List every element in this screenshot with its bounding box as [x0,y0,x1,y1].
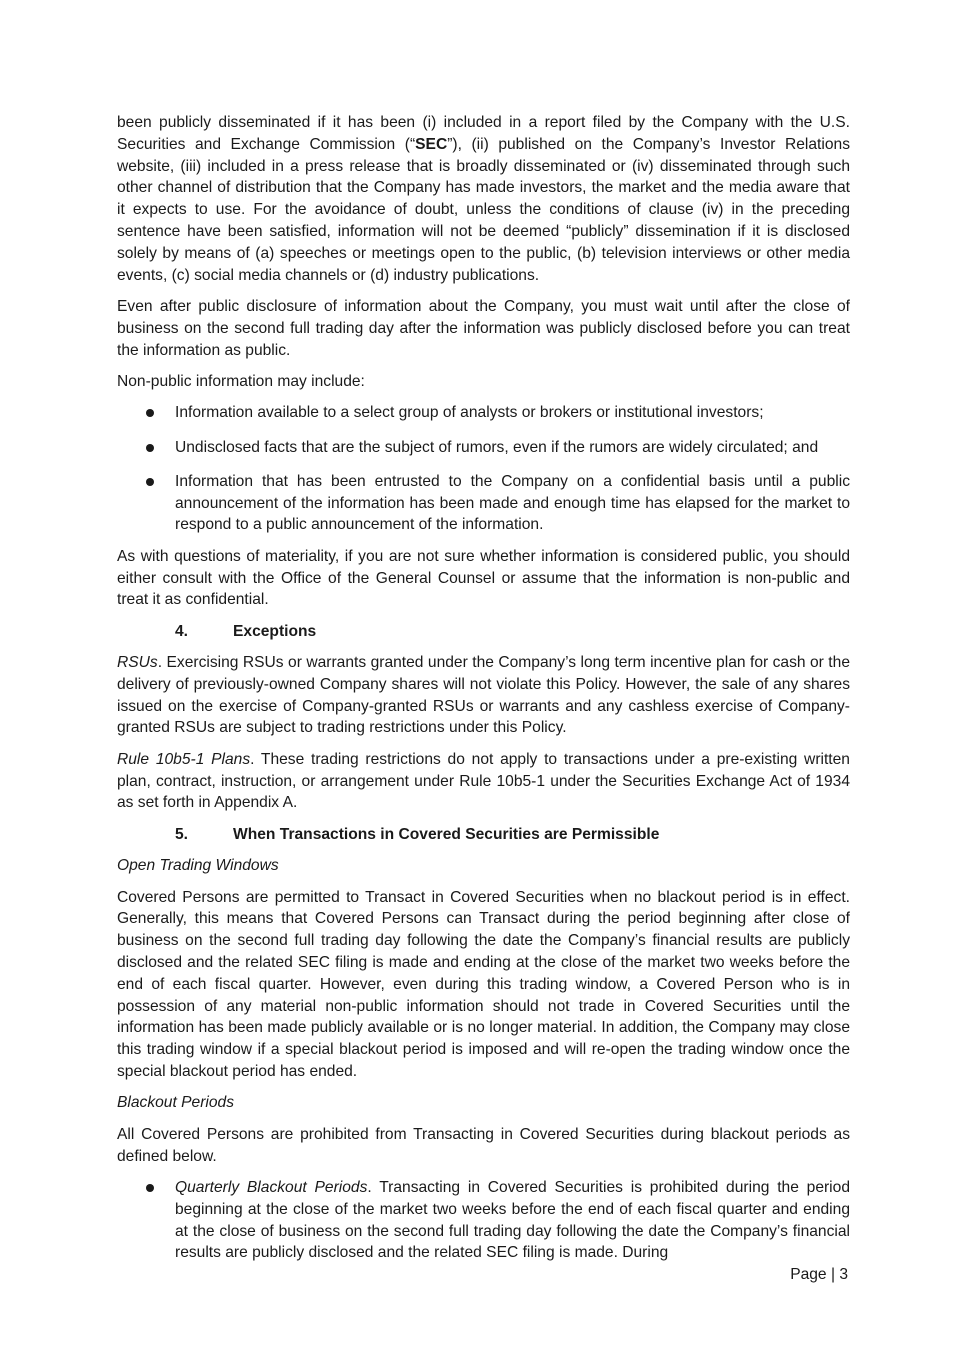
nonpublic-info-list [117,402,850,536]
list-item: Undisclosed facts that are the subject of rumors, even if the rumors are widely circulated; and [117,437,850,459]
blackout-list [117,1177,850,1264]
paragraph-public-dissemination: been publicly disseminated if it has been (i) included in a report filed by the Company with the U.S. Securities and Exchange Commission (“SEC”), (ii) published on the Company’s Investor Relations website, (iii) included in a press release that is broadly disseminated or (iv) disseminated through such other channel of distribution that the Company has made investors, the market and the media aware that it expects to use. For the avoidance of doubt, unless the conditions of clause (iv) in the preceding sentence have been satisfied, information will not be deemed “publicly” dissemination if it is disclosed solely by means of (a) speeches or meetings open to the public, (b) television interviews or other media events, (c) social media channels or (d) industry publications. [117,114,850,284]
section-heading-permissible-transactions: 5. When Transactions in Covered Securities are Permissible [175,825,660,843]
paragraph-rule-10b5-1: Rule 10b5-1 Plans. These trading restrictions do not apply to transactions under a pre-existing written plan, contract, instruction, or arrangement under Rule 10b5-1 under the Securities Exchange Act of 1934 as set forth in Appendix A. [117,750,850,812]
document-page [117,112,850,1274]
page-number: Page | 3 [790,1266,848,1283]
paragraph-wait-after-disclosure: Even after public disclosure of information about the Company, you must wait until after the close of business on the second full trading day after the information was publicly disclosed before you can treat the information as public. [117,297,850,359]
subheading-open-trading-windows: Open Trading Windows [117,857,279,875]
bullet-icon [146,478,154,486]
bullet-icon [146,1184,154,1192]
bullet-icon [146,444,154,452]
paragraph-nonpublic-intro: Non-public information may include: [117,372,365,390]
list-item: Information that has been entrusted to the Company on a confidential basis until a public announcement of the information has been made and enough time has elapsed for the market to respond to a public announcement of the information. [117,471,850,536]
paragraph-materiality: As with questions of materiality, if you are not sure whether information is considered public, you should either consult with the Office of the General Counsel or assume that the information is non-public and treat it as confidential. [117,547,850,609]
bullet-icon [146,409,154,417]
paragraph-rsus: RSUs. Exercising RSUs or warrants granted under the Company’s long term incentive plan for cash or the delivery of previously-owned Company shares will not violate this Policy. However, the sale of any shares issued on the exercise of Company-granted RSUs or warrants and any cashless exercise of Company-granted RSUs are subject to trading restrictions under this Policy. [117,654,850,737]
list-item: Information available to a select group of analysts or brokers or institutional investors; [117,402,850,424]
section-heading-exceptions: 4. Exceptions [175,622,317,640]
subheading-blackout-periods: Blackout Periods [117,1094,235,1112]
paragraph-blackout-periods: All Covered Persons are prohibited from Transacting in Covered Securities during blackout periods as defined below. [117,1125,850,1165]
paragraph-open-trading-windows: Covered Persons are permitted to Transact in Covered Securities when no blackout period is in effect. Generally, this means that Covered Persons can Transact during the period beginning after close of business on the second full trading day following the date the Company’s financial results are publicly disclosed and the related SEC filing is made and ending at the close of the market two weeks before the end of each fiscal quarter. However, even during this trading window, a Covered Person who is in possession of any material non-public information should not trade in Covered Securities until the information has been made publicly available or is no longer material. In addition, the Company may close this trading window if a special blackout period is imposed and will re-open the trading window once the special blackout period has ended. [117,888,850,1080]
list-item: Quarterly Blackout Periods. Transacting in Covered Securities is prohibited during the period beginning at the close of the market two weeks before the end of each fiscal quarter and ending at the close of business on the second full trading day following the date the Company’s financial results are publicly disclosed and the related SEC filing is made. During [117,1177,850,1264]
